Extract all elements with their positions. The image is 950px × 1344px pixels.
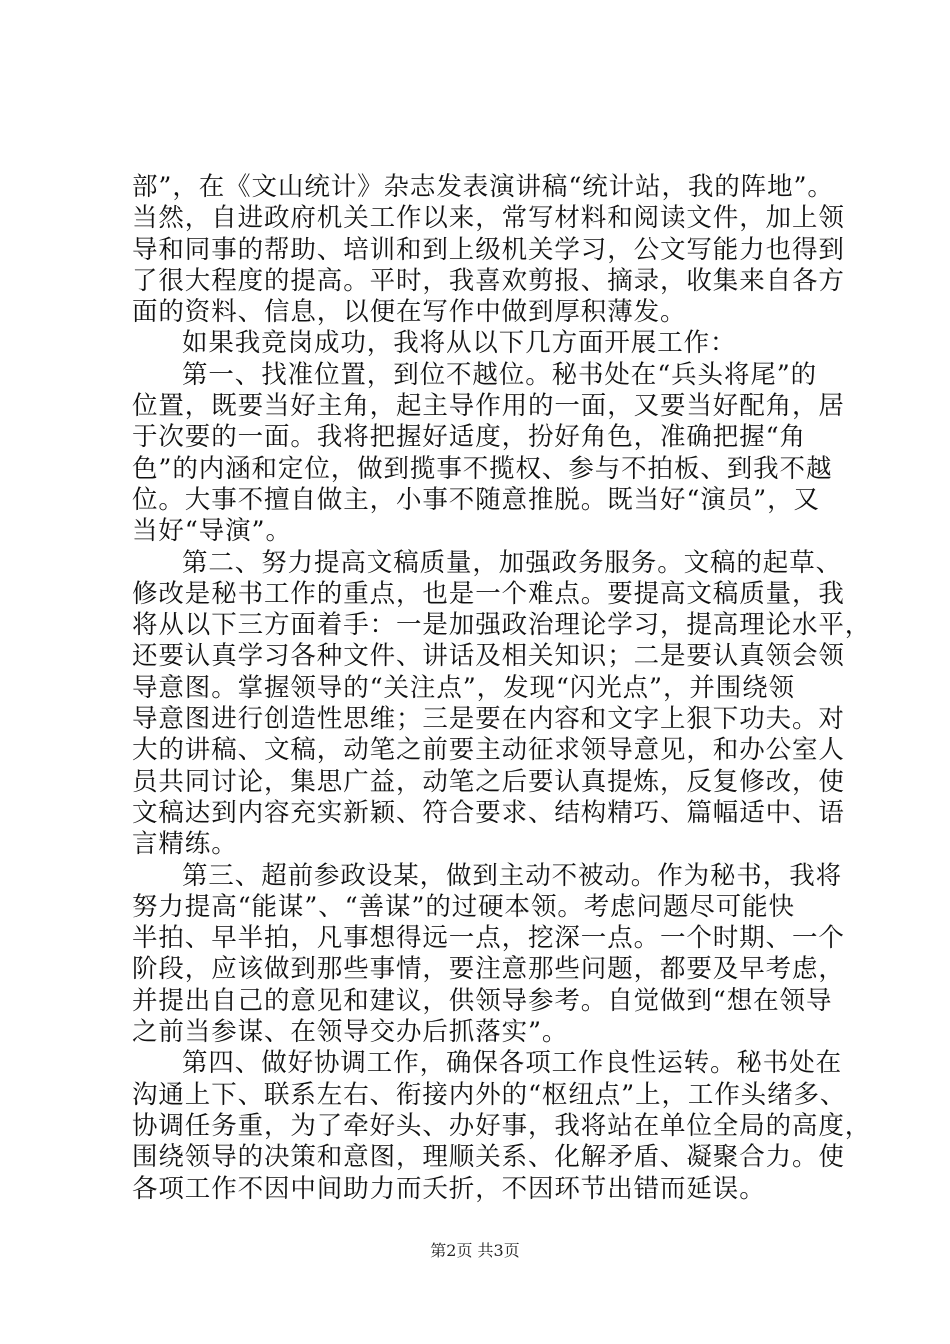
text-line: 色”的内涵和定位，做到揽事不揽权、参与不拍板、到我不越 — [132, 453, 833, 484]
text-line: 阶段，应该做到那些事情，要注意那些问题，都要及早考虑， — [132, 954, 845, 985]
paragraph-first-line: 第二、努力提高文稿质量，加强政务服务。文稿的起草、 — [182, 547, 843, 578]
text-line: 位置，既要当好主角，起主导作用的一面，又要当好配角，居 — [132, 391, 845, 422]
text-line: 还要认真学习各种文件、讲话及相关知识；二是要认真领会领 — [132, 641, 845, 672]
text-line: 导和同事的帮助、培训和到上级机关学习，公文写能力也得到 — [132, 234, 845, 265]
text-line: 努力提高“能谋”、“善谋”的过硬本领。考虑问题尽可能快 — [132, 891, 795, 922]
paragraph-first-line: 第一、找准位置，到位不越位。秘书处在“兵头将尾”的 — [182, 359, 818, 390]
text-line: 文稿达到内容充实新颖、符合要求、结构精巧、篇幅适中、语 — [132, 797, 845, 828]
text-line: 当好“导演”。 — [132, 516, 292, 547]
paragraph-first-line: 第三、超前参政设某，做到主动不被动。作为秘书，我将 — [182, 860, 843, 891]
text-line: 面的资料、信息，以便在写作中做到厚积薄发。 — [132, 297, 687, 328]
text-line: 之前当参谋、在领导交办后抓落实”。 — [132, 1017, 569, 1048]
text-line: 各项工作不因中间助力而夭折，不因环节出错而延误。 — [132, 1173, 766, 1204]
text-line: 于次要的一面。我将把握好适度，扮好角色，准确把握“角 — [132, 422, 806, 453]
text-line: 位。大事不擅自做主，小事不随意推脱。既当好“演员”，又 — [132, 484, 820, 515]
text-line: 当然，自进政府机关工作以来，常写材料和阅读文件，加上领 — [132, 203, 845, 234]
text-line: 沟通上下、联系左右、衔接内外的“枢纽点”上，工作头绪多、 — [132, 1079, 847, 1110]
text-line: 并提出自己的意见和建议，供领导参考。自觉做到“想在领导 — [132, 985, 833, 1016]
text-line: 围绕领导的决策和意图，理顺关系、化解矛盾、凝聚合力。使 — [132, 1142, 845, 1173]
text-line: 半拍、早半拍，凡事想得远一点，挖深一点。一个时期、一个 — [132, 923, 845, 954]
text-line: 协调任务重，为了牵好头、办好事，我将站在单位全局的高度， — [132, 1110, 872, 1141]
text-line: 将从以下三方面着手：一是加强政治理论学习，提高理论水平， — [132, 610, 872, 641]
page-footer: 第2页 共3页 — [430, 1241, 520, 1260]
text-line: 言精练。 — [132, 829, 238, 860]
paragraph-first-line: 第四、做好协调工作，确保各项工作良性运转。秘书处在 — [182, 1048, 843, 1079]
paragraph-first-line: 如果我竞岗成功，我将从以下几方面开展工作： — [182, 328, 737, 359]
text-line: 导意图进行创造性思维；三是要在内容和文字上狠下功夫。对 — [132, 704, 845, 735]
text-line: 员共同讨论，集思广益，动笔之后要认真提炼，反复修改，使 — [132, 766, 845, 797]
document-body — [132, 172, 872, 1205]
text-line: 了很大程度的提高。平时，我喜欢剪报、摘录，收集来自各方 — [132, 265, 845, 296]
text-line: 导意图。掌握领导的“关注点”，发现“闪光点”，并围绕领 — [132, 672, 795, 703]
text-line: 修改是秘书工作的重点，也是一个难点。要提高文稿质量，我 — [132, 578, 845, 609]
text-line: 大的讲稿、文稿，动笔之前要主动征求领导意见，和办公室人 — [132, 735, 845, 766]
text-line: 部”，在《文山统计》杂志发表演讲稿“统计站，我的阵地”。 — [132, 172, 834, 202]
